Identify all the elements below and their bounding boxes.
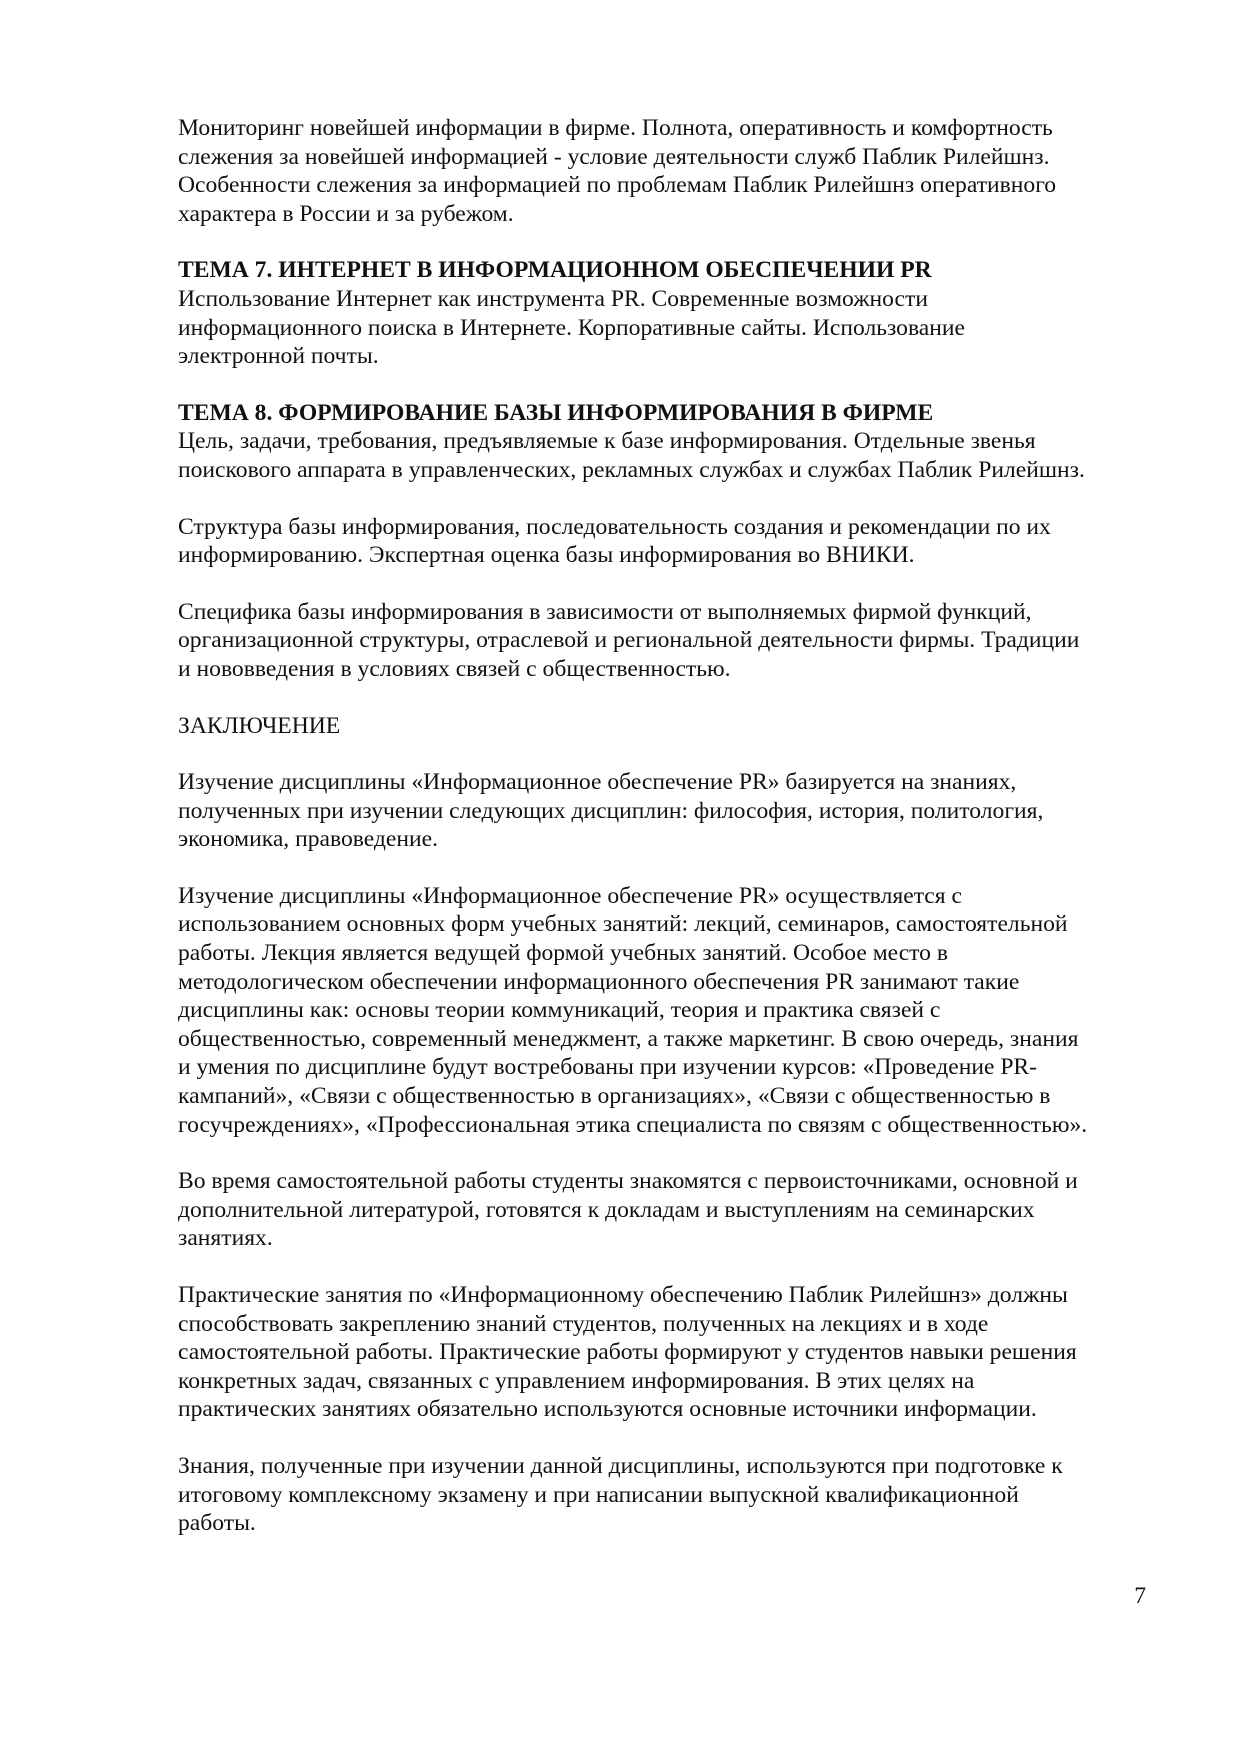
topic-8-paragraph-2: Структура базы информирования, последовательность создания и рекомендации по их информированию. Экспертная оценка базы информирования во ВНИКИ. — [178, 513, 1051, 569]
page-content — [178, 114, 1146, 1566]
topic-8-heading: ТЕМА 8. ФОРМИРОВАНИЕ БАЗЫ ИНФОРМИРОВАНИЯ В ФИРМЕ — [178, 399, 934, 426]
conclusion-paragraph-1: Изучение дисциплины «Информационное обеспечение PR» базируется на знаниях, полученных при изучении следующих дисциплин: философия, история, политология, экономика, правоведение. — [178, 769, 1044, 853]
topic-7-heading: ТЕМА 7. ИНТЕРНЕТ В ИНФОРМАЦИОННОМ ОБЕСПЕЧЕНИИ PR — [178, 257, 932, 284]
conclusion-paragraph-4: Практические занятия по «Информационному обеспечению Паблик Рилейшнз» должны способствовать закреплению знаний студентов, полученных на лекциях и в ходе самостоятельной работы. Практические работы формируют у студентов навыки решения конкретных задач, связанных с управлением информирования. В этих целях на практических занятиях обязательно используются основные источники информации. — [178, 1282, 1077, 1423]
conclusion-paragraph-3: Во время самостоятельной работы студенты знакомятся с первоисточниками, основной и дополнительной литературой, готовятся к докладам и выступлениям на семинарских занятиях. — [178, 1168, 1078, 1252]
topic-8-paragraph-3: Специфика базы информирования в зависимости от выполняемых фирмой функций, организационной структуры, отраслевой и региональной деятельности фирмы. Традиции и нововведения в условиях связей с общественностью. — [178, 598, 1080, 682]
conclusion-paragraph-5: Знания, полученные при изучении данной дисциплины, используются при подготовке к итоговому комплексному экзамену и при написании выпускной квалификационной работы. — [178, 1452, 1063, 1537]
topic-7-text: Использование Интернет как инструмента PR. Современные возможности информационного поиска в Интернете. Корпоративные сайты. Использование электронной почты. — [178, 285, 966, 370]
page-number: 7 — [1134, 1583, 1146, 1609]
conclusion-heading: ЗАКЛЮЧЕНИЕ — [178, 712, 341, 739]
conclusion-paragraph-2: Изучение дисциплины «Информационное обеспечение PR» осуществляется с использованием основных форм учебных занятий: лекций, семинаров, самостоятельной работы. Лекция является ведущей формой учебных занятий. Особое место в методологическом обеспечении информационного обеспечения PR занимают такие дисциплины как: основы теории коммуникаций, теория и практика связей с общественностью, современный менеджмент, а также маркетинг. В свою очередь, знания и умения по дисциплине будут востребованы при изучении курсов: «Проведение PR- кампаний», «Связи с общественностью в организациях», «Связи с общественностью в госучреждениях», «Профессиональная этика специалиста по связям с общественностью». — [178, 882, 1088, 1138]
topic-7-section — [178, 256, 1146, 370]
topic-8-text: Цель, задачи, требования, предъявляемые к базе информирования. Отдельные звенья поискового аппарата в управленческих, рекламных службах и службах Паблик Рилейшнз. — [178, 428, 1085, 483]
intro-paragraph: Мониторинг новейшей информации в фирме. Полнота, оперативность и комфортность слежения за новейшей информацией - условие деятельности служб Паблик Рилейшнз. Особенности слежения за информацией по проблемам Паблик Рилейшнз оперативного характера в России и за рубежом. — [178, 115, 1057, 227]
topic-8-section — [178, 399, 1146, 485]
